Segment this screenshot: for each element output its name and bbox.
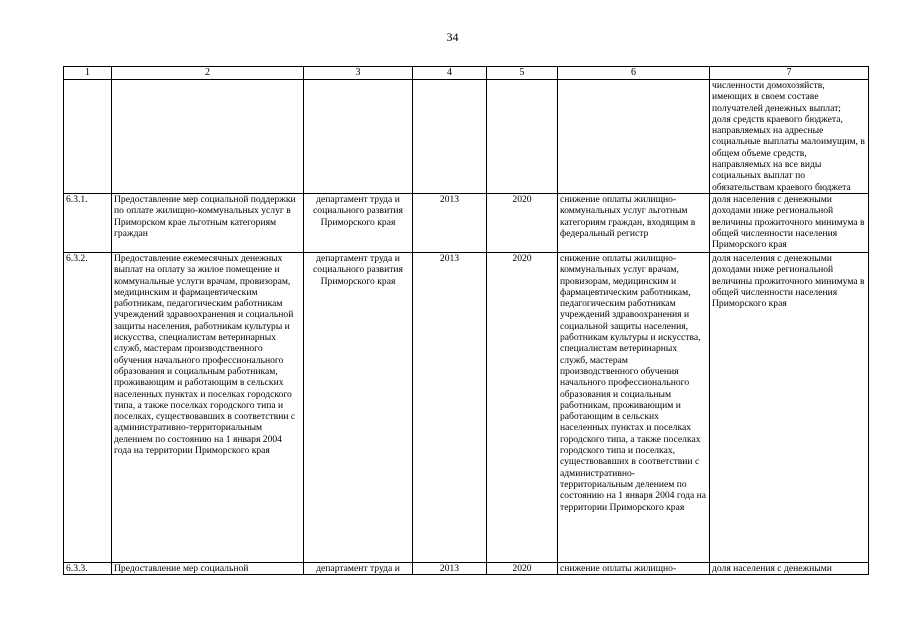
cell-result: снижение оплаты жилищно-коммунальных услуг врачам, провизорам, медицинским и фармацевтическим работникам, педагогическим работникам учреждений здравоохранения и социальной защиты населения, работникам культуры и искусства, специалистам ветеринарных служб, мастерам производственного обучения начального профессионального образования и социальным работникам, проживающим и работающим в сельских населенных пунктах и поселках городского типа, а также поселках городского типа и поселках, существовавших в соответствии с административно-территориальным делением по состоянию на 1 января 2004 года на территории Приморского края (558, 252, 710, 562)
cell-start-year: 2013 (413, 252, 487, 562)
cell-measure (112, 80, 304, 194)
cell-result: снижение оплаты жилищно-коммунальных услуг льготным категориям граждан, входящим в федеральный регистр (558, 193, 710, 252)
cell-num (64, 80, 112, 194)
cell-num: 6.3.2. (64, 252, 112, 562)
table-header-row (64, 67, 869, 80)
cell-start-year (413, 80, 487, 194)
cell-result (558, 80, 710, 194)
cell-start-year: 2013 (413, 562, 487, 574)
column-header: 5 (487, 67, 558, 80)
table-row (64, 252, 869, 562)
cell-end-year: 2020 (487, 562, 558, 574)
table-row (64, 562, 869, 574)
column-header: 3 (304, 67, 413, 80)
program-measures-table (63, 66, 869, 575)
cell-executor (304, 80, 413, 194)
cell-end-year (487, 80, 558, 194)
page-number: 34 (446, 30, 459, 44)
cell-indicator: доля населения с денежными доходами ниже региональной величины прожиточного минимума в общей численности населения Приморского края (710, 193, 869, 252)
cell-executor: департамент труда и социального развития Приморского края (304, 193, 413, 252)
cell-measure: Предоставление мер социальной (112, 562, 304, 574)
column-header: 6 (558, 67, 710, 80)
cell-end-year: 2020 (487, 252, 558, 562)
cell-executor: департамент труда и (304, 562, 413, 574)
column-header: 1 (64, 67, 112, 80)
column-header: 7 (710, 67, 869, 80)
cell-indicator: доля населения с денежными (710, 562, 869, 574)
column-header: 2 (112, 67, 304, 80)
cell-start-year: 2013 (413, 193, 487, 252)
cell-num: 6.3.1. (64, 193, 112, 252)
cell-num: 6.3.3. (64, 562, 112, 574)
cell-result: снижение оплаты жилищно- (558, 562, 710, 574)
cell-measure: Предоставление мер социальной поддержки по оплате жилищно-коммунальных услуг в Приморском крае льготным категориям граждан (112, 193, 304, 252)
column-header: 4 (413, 67, 487, 80)
cell-indicator: численности домохозяйств, имеющих в своем составе получателей денежных выплат; доля средств краевого бюджета, направляемых на адресные социальные выплаты малоимущим, в общем объеме средств, направляемых на все виды социальных выплат по обязательствам краевого бюджета (710, 80, 869, 194)
cell-measure: Предоставление ежемесячных денежных выплат на оплату за жилое помещение и коммунальные услуги врачам, провизорам, медицинским и фармацевтическим работникам, педагогическим работникам учреждений здравоохранения и социальной защиты населения, работникам культуры и искусства, специалистам ветеринарных служб, мастерам производственного обучения начального профессионального образования и социальным работникам, проживающим и работающим в сельских населенных пунктах и поселках городского типа, а также поселках городского типа и поселках, существовавших в соответствии с административно-территориальным делением по состоянию на 1 января 2004 года на территории Приморского края (112, 252, 304, 562)
table-row (64, 80, 869, 194)
cell-end-year: 2020 (487, 193, 558, 252)
table-row (64, 193, 869, 252)
cell-executor: департамент труда и социального развития Приморского края (304, 252, 413, 562)
cell-indicator: доля населения с денежными доходами ниже региональной величины прожиточного минимума в общей численности населения Приморского края (710, 252, 869, 562)
